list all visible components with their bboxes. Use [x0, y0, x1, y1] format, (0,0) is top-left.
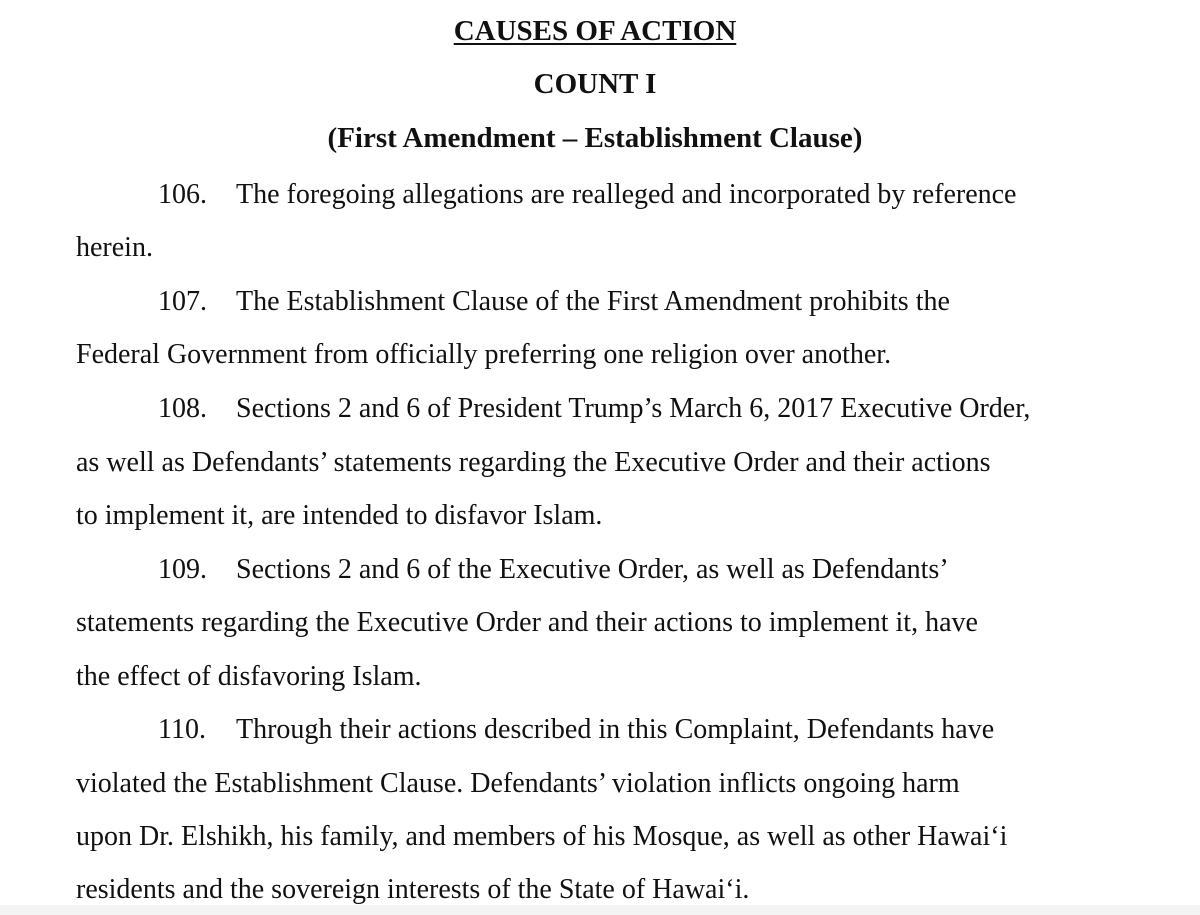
paragraph-text: Sections 2 and 6 of President Trump’s March 6, 2017 Executive Order, [236, 393, 1031, 424]
paragraph-109-line-1 [158, 553, 949, 587]
count-heading: COUNT I [533, 68, 657, 100]
paragraph-109-line-2: statements regarding the Executive Order and their actions to implement it, have [76, 607, 978, 638]
paragraph-106-line-2: herein. [76, 232, 153, 263]
paragraph-number: 110. [158, 714, 206, 745]
paragraph-110-line-3: upon Dr. Elshikh, his family, and members of his Mosque, as well as other Hawai‘i [76, 821, 1008, 852]
paragraph-number: 107. [158, 286, 207, 317]
paragraph-text: The Establishment Clause of the First Amendment prohibits the [236, 286, 950, 317]
count-subtitle: (First Amendment – Establishment Clause) [327, 122, 863, 154]
paragraph-text: Sections 2 and 6 of the Executive Order, as well as Defendants’ [236, 554, 949, 585]
paragraph-106-line-1 [158, 178, 1017, 212]
paragraph-text: Through their actions described in this Complaint, Defendants have [236, 714, 995, 745]
paragraph-number: 108. [158, 393, 207, 424]
paragraph-109-line-3: the effect of disfavoring Islam. [76, 661, 422, 692]
page-bottom-edge [0, 905, 1200, 915]
paragraph-108-line-3: to implement it, are intended to disfavor Islam. [76, 500, 603, 531]
paragraph-108-line-1 [158, 392, 1030, 426]
paragraph-text: The foregoing allegations are realleged and incorporated by reference [236, 179, 1017, 210]
section-title: CAUSES OF ACTION [453, 15, 737, 47]
paragraph-number: 106. [158, 179, 207, 210]
paragraph-number: 109. [158, 554, 207, 585]
paragraph-110-line-2: violated the Establishment Clause. Defendants’ violation inflicts ongoing harm [76, 768, 960, 799]
paragraph-108-line-2: as well as Defendants’ statements regarding the Executive Order and their actions [76, 447, 991, 478]
paragraph-107-line-1 [158, 285, 950, 319]
paragraph-110-line-1 [158, 713, 994, 747]
paragraph-107-line-2: Federal Government from officially preferring one religion over another. [76, 339, 892, 370]
paragraph-110-line-4: residents and the sovereign interests of the State of Hawai‘i. [76, 874, 750, 905]
